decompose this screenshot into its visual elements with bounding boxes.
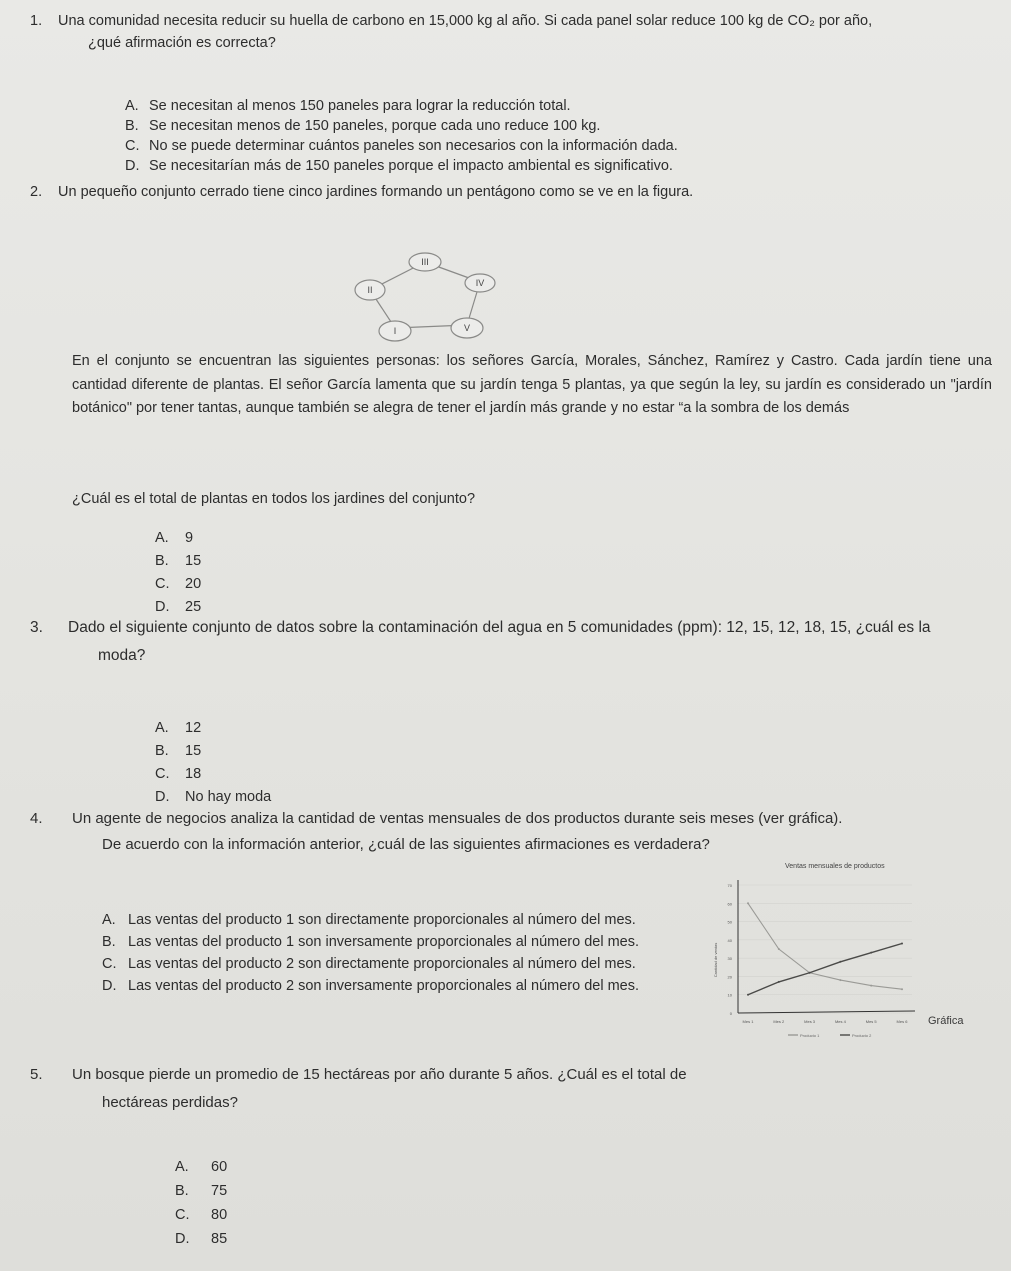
chart-y-axis-label: Cantidad de ventas: [713, 942, 718, 978]
data-point: [778, 981, 780, 983]
q5-option-c: [175, 1205, 227, 1225]
q1-option-d: [125, 156, 673, 176]
question-4: [30, 806, 1010, 858]
data-point: [747, 902, 749, 904]
data-point: [901, 943, 903, 945]
q1-option-a: [125, 96, 571, 116]
option-text: 15: [185, 553, 202, 569]
option-letter: C.: [125, 138, 140, 154]
option-letter: C.: [155, 766, 170, 782]
question-5: [30, 1061, 1010, 1117]
x-tick-label: Mes 5: [865, 1019, 877, 1024]
y-tick-label: 20: [727, 974, 732, 980]
question-number: 4.: [30, 810, 43, 827]
option-letter: A.: [155, 720, 169, 736]
garden-label: V: [463, 323, 471, 333]
y-tick-label: 30: [727, 956, 732, 962]
option-letter: C.: [102, 956, 117, 972]
question-text-continued: moda?: [98, 647, 146, 664]
q4-option-d: [102, 976, 639, 996]
x-tick-label: Mes 3: [804, 1019, 816, 1024]
option-text: 12: [185, 720, 202, 736]
sales-line-chart: [700, 855, 1000, 1038]
data-point: [839, 979, 841, 981]
garden-label: II: [367, 285, 373, 295]
data-point: [747, 994, 749, 996]
data-point: [839, 961, 841, 963]
data-point: [901, 988, 903, 990]
garden-label: III: [421, 257, 429, 267]
q1-option-b: [125, 116, 600, 136]
option-letter: D.: [155, 789, 170, 805]
option-letter: B.: [102, 934, 116, 950]
option-letter: A.: [102, 912, 116, 928]
option-text: 75: [211, 1183, 228, 1199]
option-letter: B.: [125, 118, 139, 134]
y-tick-label: 50: [727, 919, 732, 925]
option-letter: D.: [175, 1231, 190, 1247]
q1-option-c: [125, 136, 678, 156]
q3-option-a: [155, 718, 201, 738]
option-text: No hay moda: [185, 789, 272, 805]
option-text: 20: [185, 576, 202, 592]
q2-context-paragraph: En el conjunto se encuentran las siguientes personas: los señores García, Morales, Sánchez, Ramírez y Castro. Cada jardín tiene una cantidad diferente de plantas. El señor García lamenta que su jardín tenga 5 plantas, ya que según la ley, su jardín es considerado un "jardín botánico" por tener tantas, aunque también se alegra de tener el jardín más grande y no estar “a la sombra de los demás: [72, 353, 992, 416]
q4-option-c: [102, 954, 636, 974]
question-text: Una comunidad necesita reducir su huella de carbono en 15,000 kg al año. Si cada panel solar reduce 100 kg de CO₂ por año,: [58, 13, 873, 29]
pentagon-gardens-diagram: [340, 240, 510, 350]
option-letter: A.: [175, 1159, 189, 1175]
option-letter: D.: [125, 158, 140, 174]
option-text: 15: [185, 743, 202, 759]
option-letter: B.: [155, 553, 169, 569]
q2-option-b: [155, 551, 201, 571]
q3-option-b: [155, 741, 201, 761]
q2-question: ¿Cuál es el total de plantas en todos los jardines del conjunto?: [72, 491, 476, 507]
q3-option-d: [155, 787, 271, 807]
y-tick-label: 10: [727, 992, 732, 998]
data-point: [870, 952, 872, 954]
question-text: Un agente de negocios analiza la cantidad de ventas mensuales de dos productos durante seis meses (ver gráfica).: [72, 810, 843, 827]
garden-label: IV: [475, 278, 485, 288]
question-text: Dado el siguiente conjunto de datos sobre la contaminación del agua en 5 comunidades (ppm): 12, 15, 12, 18, 15, ¿cuál es la: [68, 619, 931, 636]
q2-option-c: [155, 574, 201, 594]
x-tick-label: Mes 4: [834, 1019, 846, 1024]
option-letter: A.: [155, 530, 169, 546]
option-letter: A.: [125, 98, 139, 114]
q2-option-a: [155, 528, 193, 548]
x-tick-label: Mes 2: [773, 1019, 785, 1024]
q5-option-d: [175, 1229, 227, 1249]
q5-option-b: [175, 1181, 227, 1201]
question-2: [30, 181, 990, 203]
option-text: 80: [211, 1207, 228, 1223]
y-tick-label: 0: [729, 1011, 732, 1016]
option-text: No se puede determinar cuántos paneles son necesarios con la información dada.: [149, 138, 678, 154]
x-tick-label: Mes 6: [896, 1019, 908, 1024]
chart-caption: Gráfica: [928, 1015, 964, 1027]
question-number: 2.: [30, 184, 43, 200]
option-text: 25: [185, 599, 202, 615]
option-letter: C.: [175, 1207, 190, 1223]
data-point: [870, 985, 872, 987]
option-text: Se necesitarían más de 150 paneles porque el impacto ambiental es significativo.: [149, 158, 673, 174]
option-text: Las ventas del producto 1 son inversamente proporcionales al número del mes.: [128, 934, 640, 950]
q5-option-a: [175, 1157, 227, 1177]
option-letter: B.: [155, 743, 169, 759]
option-text: 85: [211, 1231, 228, 1247]
x-tick-label: Mes 1: [742, 1019, 754, 1024]
question-text: Un bosque pierde un promedio de 15 hectáreas por año durante 5 años. ¿Cuál es el total de: [72, 1066, 687, 1083]
option-text: Las ventas del producto 2 son directamente proporcionales al número del mes.: [128, 956, 636, 972]
question-text-continued: hectáreas perdidas?: [102, 1094, 238, 1111]
y-tick-label: 70: [727, 883, 732, 888]
q4-option-b: [102, 932, 639, 952]
option-text: 9: [185, 530, 194, 546]
question-number: 5.: [30, 1066, 43, 1083]
garden-label: I: [393, 326, 397, 336]
question-number: 1.: [30, 13, 43, 29]
question-3: [30, 614, 1010, 670]
legend-label: Producto 2: [852, 1033, 872, 1038]
question-text: Un pequeño conjunto cerrado tiene cinco jardines formando un pentágono como se ve en la figura.: [58, 184, 694, 200]
question-text-continued: De acuerdo con la información anterior, ¿cuál de las siguientes afirmaciones es verdadera?: [102, 836, 710, 853]
y-tick-label: 40: [727, 937, 732, 943]
y-tick-label: 60: [727, 901, 732, 907]
chart-title: Ventas mensuales de productos: [785, 863, 885, 870]
option-text: Se necesitan al menos 150 paneles para lograr la reducción total.: [149, 98, 571, 114]
option-letter: B.: [175, 1183, 189, 1199]
option-letter: D.: [155, 599, 170, 615]
option-text: 60: [211, 1159, 228, 1175]
q3-option-c: [155, 764, 201, 784]
question-text-continued: ¿qué afirmación es correcta?: [88, 35, 276, 51]
option-text: Las ventas del producto 2 son inversamente proporcionales al número del mes.: [128, 978, 640, 994]
option-text: Se necesitan menos de 150 paneles, porque cada uno reduce 100 kg.: [149, 118, 601, 134]
legend-label: Producto 1: [800, 1033, 820, 1038]
option-letter: C.: [155, 576, 170, 592]
option-letter: D.: [102, 978, 117, 994]
question-1: [30, 10, 1005, 54]
data-point: [809, 972, 811, 974]
question-number: 3.: [30, 619, 43, 636]
data-point: [778, 948, 780, 950]
option-text: 18: [185, 766, 202, 782]
option-text: Las ventas del producto 1 son directamente proporcionales al número del mes.: [128, 912, 636, 928]
q4-option-a: [102, 910, 636, 930]
